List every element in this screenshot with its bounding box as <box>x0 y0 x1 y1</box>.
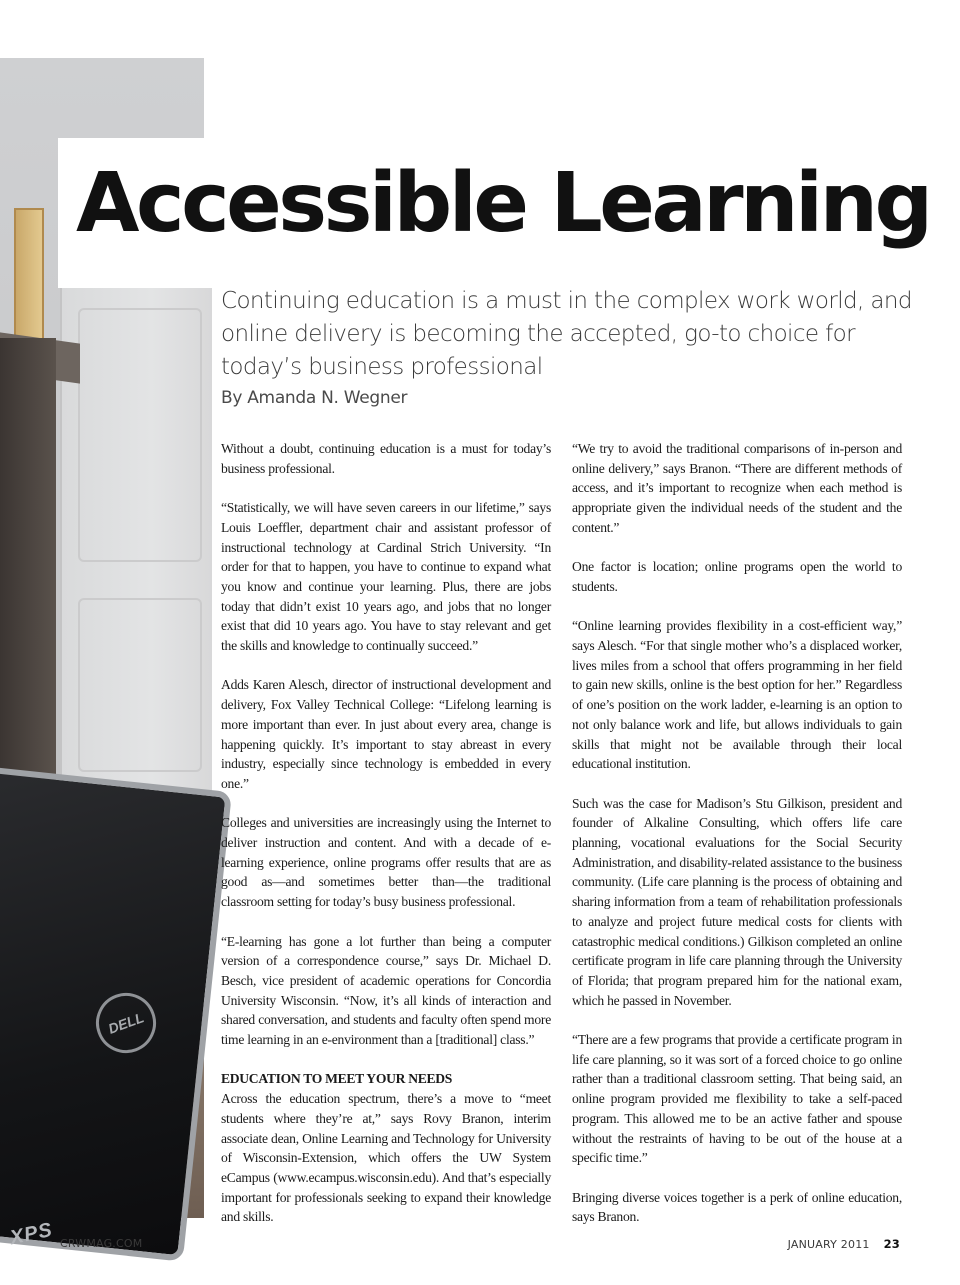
paragraph: “E-learning has gone a lot further than being a computer version of a correspondence course,” says Dr. Michael D. Besch, vice president of academic operations for Concordia University Wisconsin. “Now, it’s all kinds of interaction and shared conversation, and students and faculty often spend more time learning in an e-environment than a [traditional] class.” <box>221 933 551 1048</box>
page-number: 23 <box>883 1237 900 1251</box>
paragraph: One factor is location; online programs open the world to students. <box>572 559 902 594</box>
body-column-right <box>572 439 902 1227</box>
paragraph: Across the education spectrum, there’s a move to “meet students where they’re at,” says Rovy Branon, interim associate dean, Online Learning and Technology for University of Wisconsin-Extension, which offers the UW System eCampus (www.ecampus.wisconsin.edu). And that’s especially important for professionals seeking to expand their knowledge and skills. <box>221 1091 551 1225</box>
paragraph: Adds Karen Alesch, director of instructional development and delivery, Fox Valley Technical College: “Lifelong learning is more important than ever. In just about every area, change is happening quickly. It’s important to stay abreast in every industry, especially since technology is embedded in every one.” <box>221 677 551 791</box>
paragraph: “Statistically, we will have seven careers in our lifetime,” says Louis Loeffler, department chair and assistant professor of instructional technology at Cardinal Strich University. “In order for that to happen, you have to continue to expand what you know and continue your learning. Plus, there are jobs today that didn’t exist 10 years ago, and jobs that no longer exist that did 10 years ago. You have to stay relevant and get the skills and knowledge to continually succeed.” <box>221 500 551 654</box>
footer-site: CRWMAG.COM <box>60 1237 143 1250</box>
article-byline: By Amanda N. Wegner <box>221 388 408 408</box>
photo-door-panel-lower <box>78 598 202 772</box>
paragraph: Bringing diverse voices together is a perk of online education, says Branon. <box>572 1189 902 1225</box>
paragraph: “Online learning provides flexibility in a cost-efficient way,” says Alesch. “For that single mother who’s a displaced worker, lives miles from a school that offers programming in her field to gain new skills, online is the best option for her.” Regardless of one’s position on the work ladder, e-learning is an option to not only balance work and life, but allows individuals to gain skills that might not be available through their local educational institution. <box>572 618 902 772</box>
body-column-left <box>221 439 551 1227</box>
paragraph: Colleges and universities are increasingly using the Internet to deliver instruction and content. And with a decade of e-learning experience, online programs offer results that are as good as—and sometimes better than—the traditional classroom setting for today’s busy business professional. <box>221 815 551 910</box>
article-title: Accessible Learning <box>76 156 930 251</box>
paragraph: “There are a few programs that provide a certificate program in life care planning, so it was sort of a forced choice to go online rather than a traditional classroom setting. That being said, an online program provided me flexibility to take a self-paced program. This allowed me to be an active father and spouse without the restraints of having to be out of the house at a specific time.” <box>572 1032 902 1166</box>
paragraph: “We try to avoid the traditional comparisons of in-person and online delivery,” says Branon. “There are different methods of access, and it’s important to recognize when each method is appropriate given the individual needs of the student and the content.” <box>572 441 902 535</box>
footer-issue-info <box>788 1237 900 1251</box>
article-subtitle: Continuing education is a must in the complex work world, and online delivery is becoming the accepted, go-to choice for today’s business professional <box>221 288 912 380</box>
paragraph: Such was the case for Madison’s Stu Gilkison, president and founder of Alkaline Consulting, which offers life care planning, vocational evaluations for the Social Security Administration, and disability-related assistance to the business community. (Life care planning is the process of obtaining and sharing information from a team of rehabilitation professionals to analyze and project future medical costs for clients with catastrophic medical conditions.) Gilkison completed an online certificate program in life care planning through the University of Florida; that program prepared him for the national exam, which he passed in November. <box>572 795 902 1008</box>
footer-issue-date: JANUARY 2011 <box>787 1238 870 1251</box>
paragraph: Without a doubt, continuing education is a must for today’s business professional. <box>221 441 551 476</box>
laptop-logo-icon: DELL <box>88 985 165 1062</box>
photo-door-panel <box>78 308 202 562</box>
section-heading: EDUCATION TO MEET YOUR NEEDS <box>221 1071 453 1087</box>
laptop-model-label: XPS <box>8 1218 55 1250</box>
